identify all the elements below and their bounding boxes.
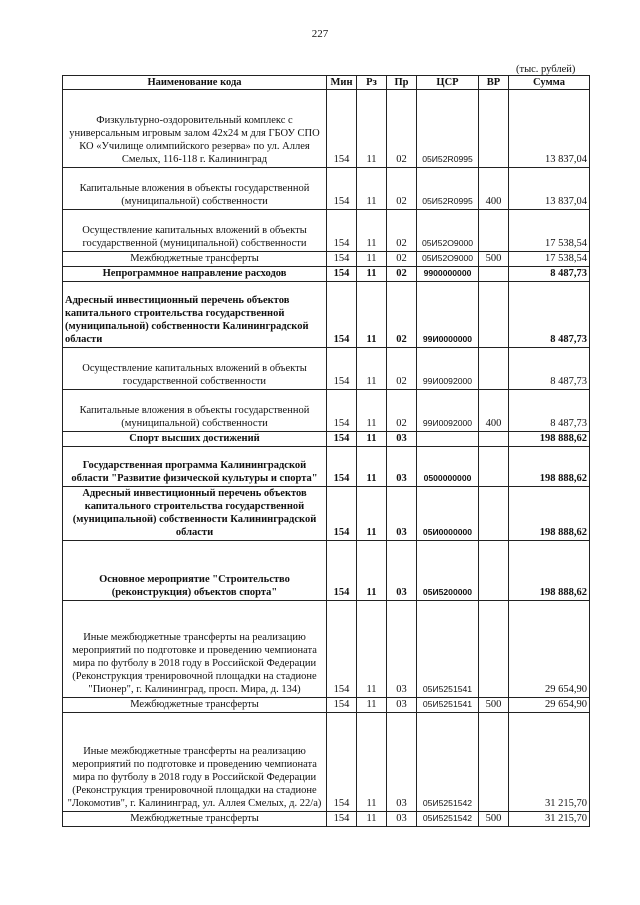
cell-vr bbox=[479, 210, 509, 252]
table-row bbox=[63, 713, 590, 812]
cell-rz: 11 bbox=[357, 348, 387, 390]
cell-pr: 02 bbox=[387, 390, 417, 432]
cell-sum: 8 487,73 bbox=[509, 267, 590, 282]
budget-table bbox=[62, 75, 590, 827]
cell-min: 154 bbox=[327, 252, 357, 267]
cell-csr: 05И5251541 bbox=[417, 601, 479, 698]
units-note: (тыс. рублей) bbox=[516, 64, 576, 75]
cell-name: Иные межбюджетные трансферты на реализацию мероприятий по подготовке и проведению чемпионата мира по футболу в 2018 году в Российской Федерации (Реконструкция тренировочной площадки на стадионе "Пионер", г. Калининград, просп. Мира, д. 134) bbox=[63, 601, 327, 698]
table-row bbox=[63, 447, 590, 487]
table-body bbox=[63, 90, 590, 827]
cell-rz: 11 bbox=[357, 432, 387, 447]
cell-min: 154 bbox=[327, 601, 357, 698]
cell-name: Непрограммное направление расходов bbox=[63, 267, 327, 282]
cell-vr bbox=[479, 267, 509, 282]
table-row bbox=[63, 282, 590, 348]
cell-sum: 17 538,54 bbox=[509, 252, 590, 267]
cell-min: 154 bbox=[327, 447, 357, 487]
cell-name: Основное мероприятие "Строительство (реконструкция) объектов спорта" bbox=[63, 541, 327, 601]
table-row bbox=[63, 90, 590, 168]
cell-csr: 99И0000000 bbox=[417, 282, 479, 348]
cell-vr: 500 bbox=[479, 252, 509, 267]
cell-rz: 11 bbox=[357, 282, 387, 348]
cell-min: 154 bbox=[327, 487, 357, 541]
table-row bbox=[63, 168, 590, 210]
cell-rz: 11 bbox=[357, 812, 387, 827]
cell-pr: 03 bbox=[387, 601, 417, 698]
cell-vr bbox=[479, 282, 509, 348]
cell-pr: 03 bbox=[387, 447, 417, 487]
table-row bbox=[63, 541, 590, 601]
cell-rz: 11 bbox=[357, 210, 387, 252]
cell-csr: 0500000000 bbox=[417, 447, 479, 487]
cell-vr bbox=[479, 541, 509, 601]
cell-rz: 11 bbox=[357, 447, 387, 487]
cell-vr bbox=[479, 90, 509, 168]
table-row bbox=[63, 267, 590, 282]
cell-name: Капитальные вложения в объекты государственной (муниципальной) собственности bbox=[63, 390, 327, 432]
cell-sum: 8 487,73 bbox=[509, 282, 590, 348]
cell-min: 154 bbox=[327, 432, 357, 447]
cell-rz: 11 bbox=[357, 168, 387, 210]
cell-pr: 03 bbox=[387, 432, 417, 447]
cell-min: 154 bbox=[327, 713, 357, 812]
cell-sum: 29 654,90 bbox=[509, 698, 590, 713]
cell-name: Капитальные вложения в объекты государственной (муниципальной) собственности bbox=[63, 168, 327, 210]
table-row bbox=[63, 252, 590, 267]
cell-csr: 05И5251541 bbox=[417, 698, 479, 713]
cell-csr: 05И52О9000 bbox=[417, 210, 479, 252]
table-row bbox=[63, 487, 590, 541]
cell-pr: 03 bbox=[387, 541, 417, 601]
cell-csr: 05И52О9000 bbox=[417, 252, 479, 267]
page-number: 227 bbox=[311, 28, 329, 40]
cell-min: 154 bbox=[327, 210, 357, 252]
cell-rz: 11 bbox=[357, 90, 387, 168]
cell-rz: 11 bbox=[357, 267, 387, 282]
cell-vr bbox=[479, 447, 509, 487]
cell-vr bbox=[479, 348, 509, 390]
cell-min: 154 bbox=[327, 390, 357, 432]
cell-min: 154 bbox=[327, 282, 357, 348]
cell-csr: 05И5251542 bbox=[417, 713, 479, 812]
cell-rz: 11 bbox=[357, 601, 387, 698]
cell-name: Спорт высших достижений bbox=[63, 432, 327, 447]
cell-sum: 13 837,04 bbox=[509, 90, 590, 168]
cell-min: 154 bbox=[327, 90, 357, 168]
cell-pr: 03 bbox=[387, 698, 417, 713]
cell-name: Адресный инвестиционный перечень объектов капитального строительства государственной (муниципальной) собственности Калининградской области bbox=[63, 282, 327, 348]
cell-min: 154 bbox=[327, 348, 357, 390]
cell-pr: 03 bbox=[387, 812, 417, 827]
cell-pr: 02 bbox=[387, 348, 417, 390]
cell-sum: 198 888,62 bbox=[509, 432, 590, 447]
cell-sum: 198 888,62 bbox=[509, 487, 590, 541]
cell-pr: 02 bbox=[387, 210, 417, 252]
header-name: Наименование кода bbox=[63, 76, 327, 90]
cell-name: Государственная программа Калининградской области "Развитие физической культуры и спорта" bbox=[63, 447, 327, 487]
cell-min: 154 bbox=[327, 168, 357, 210]
cell-rz: 11 bbox=[357, 713, 387, 812]
cell-vr: 400 bbox=[479, 390, 509, 432]
cell-min: 154 bbox=[327, 267, 357, 282]
table-row bbox=[63, 601, 590, 698]
table-row bbox=[63, 698, 590, 713]
cell-min: 154 bbox=[327, 698, 357, 713]
cell-name: Физкультурно-оздоровительный комплекс с универсальным игровым залом 42х24 м для ГБОУ СПО КО «Училище олимпийского резерва» по ул. Аллея Смелых, 116-118 г. Калининград bbox=[63, 90, 327, 168]
cell-sum: 17 538,54 bbox=[509, 210, 590, 252]
cell-csr: 05И5251542 bbox=[417, 812, 479, 827]
cell-csr: 99И0092000 bbox=[417, 348, 479, 390]
cell-name: Осуществление капитальных вложений в объекты государственной собственности bbox=[63, 348, 327, 390]
cell-name: Межбюджетные трансферты bbox=[63, 698, 327, 713]
cell-name: Адресный инвестиционный перечень объектов капитального строительства государственной (муниципальной) собственности Калининградской области bbox=[63, 487, 327, 541]
cell-csr: 05И52R0995 bbox=[417, 168, 479, 210]
cell-rz: 11 bbox=[357, 541, 387, 601]
cell-csr: 05И52R0995 bbox=[417, 90, 479, 168]
cell-vr bbox=[479, 432, 509, 447]
table-row bbox=[63, 812, 590, 827]
cell-sum: 31 215,70 bbox=[509, 713, 590, 812]
cell-sum: 13 837,04 bbox=[509, 168, 590, 210]
cell-sum: 31 215,70 bbox=[509, 812, 590, 827]
header-pr: Пр bbox=[387, 76, 417, 90]
header-vr: ВР bbox=[479, 76, 509, 90]
cell-csr bbox=[417, 432, 479, 447]
header-min: Мин bbox=[327, 76, 357, 90]
cell-vr: 400 bbox=[479, 168, 509, 210]
cell-csr: 99И0092000 bbox=[417, 390, 479, 432]
cell-name: Осуществление капитальных вложений в объекты государственной (муниципальной) собственности bbox=[63, 210, 327, 252]
cell-vr: 500 bbox=[479, 698, 509, 713]
cell-pr: 02 bbox=[387, 267, 417, 282]
cell-vr bbox=[479, 713, 509, 812]
cell-sum: 8 487,73 bbox=[509, 390, 590, 432]
header-rz: Рз bbox=[357, 76, 387, 90]
cell-vr bbox=[479, 601, 509, 698]
table-row bbox=[63, 210, 590, 252]
cell-sum: 198 888,62 bbox=[509, 541, 590, 601]
cell-pr: 02 bbox=[387, 282, 417, 348]
cell-min: 154 bbox=[327, 812, 357, 827]
cell-vr: 500 bbox=[479, 812, 509, 827]
cell-rz: 11 bbox=[357, 390, 387, 432]
cell-csr: 05И5200000 bbox=[417, 541, 479, 601]
cell-pr: 02 bbox=[387, 252, 417, 267]
cell-name: Межбюджетные трансферты bbox=[63, 252, 327, 267]
cell-csr: 9900000000 bbox=[417, 267, 479, 282]
cell-sum: 8 487,73 bbox=[509, 348, 590, 390]
header-sum: Сумма bbox=[509, 76, 590, 90]
cell-pr: 02 bbox=[387, 90, 417, 168]
cell-rz: 11 bbox=[357, 252, 387, 267]
cell-name: Иные межбюджетные трансферты на реализацию мероприятий по подготовке и проведению чемпионата мира по футболу в 2018 году в Российской Федерации (Реконструкция тренировочной площадки на стадионе "Локомотив", г. Калининград, ул. Аллея Смелых, д. 22/а) bbox=[63, 713, 327, 812]
cell-name: Межбюджетные трансферты bbox=[63, 812, 327, 827]
table-row bbox=[63, 390, 590, 432]
cell-sum: 29 654,90 bbox=[509, 601, 590, 698]
cell-sum: 198 888,62 bbox=[509, 447, 590, 487]
table-header-row bbox=[63, 76, 590, 90]
cell-pr: 02 bbox=[387, 168, 417, 210]
cell-rz: 11 bbox=[357, 698, 387, 713]
cell-rz: 11 bbox=[357, 487, 387, 541]
table-row bbox=[63, 432, 590, 447]
cell-vr bbox=[479, 487, 509, 541]
cell-pr: 03 bbox=[387, 713, 417, 812]
table-row bbox=[63, 348, 590, 390]
cell-csr: 05И0000000 bbox=[417, 487, 479, 541]
cell-min: 154 bbox=[327, 541, 357, 601]
header-csr: ЦСР bbox=[417, 76, 479, 90]
cell-pr: 03 bbox=[387, 487, 417, 541]
